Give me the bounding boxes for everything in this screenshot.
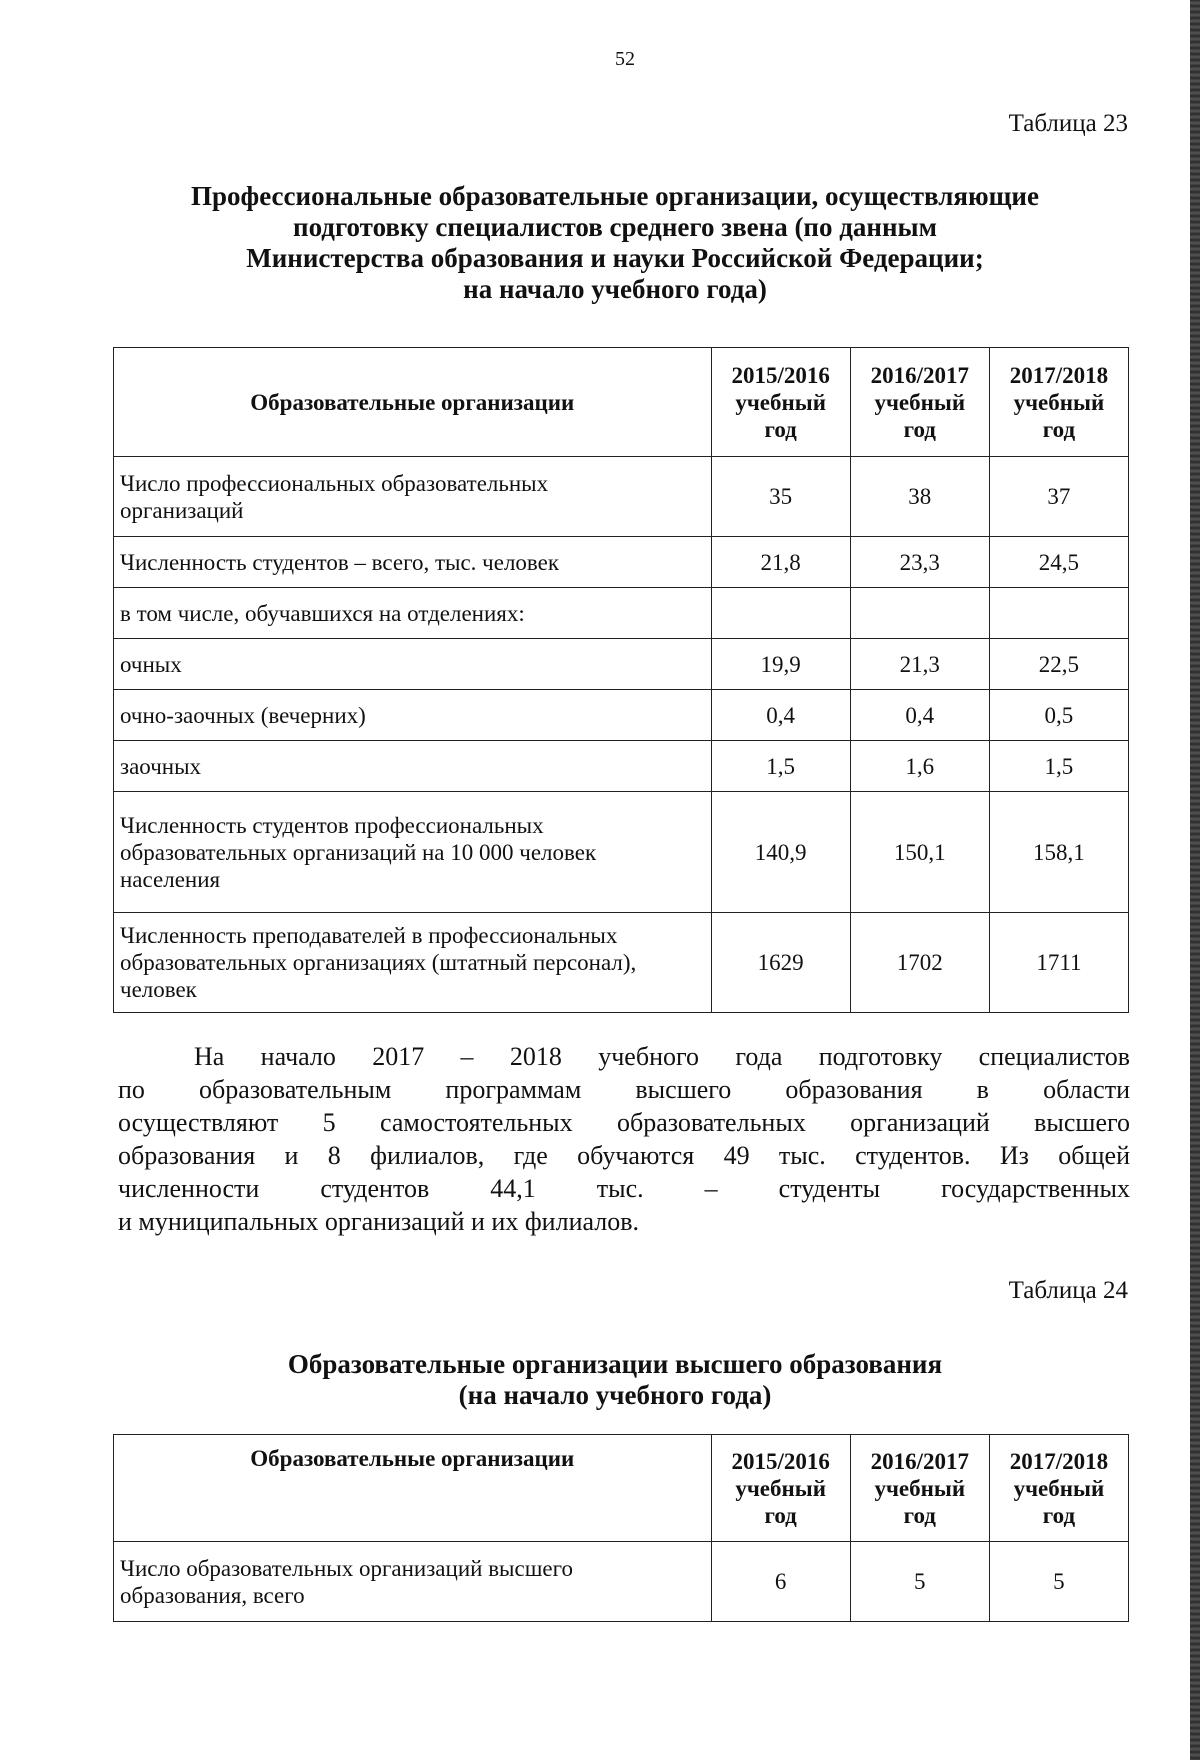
scan-edge — [1190, 0, 1200, 1760]
table-row — [114, 792, 1129, 913]
cell-value: 23,3 — [850, 537, 989, 588]
table-24-label: Таблица 24 — [1008, 1277, 1128, 1304]
cell-value: 150,1 — [850, 792, 989, 913]
cell-value: 1629 — [711, 913, 850, 1013]
cell-value: 140,9 — [711, 792, 850, 913]
cell-value: 0,5 — [989, 690, 1128, 741]
header-year: 2015/2016 учебный год — [711, 348, 850, 457]
cell-value: 158,1 — [989, 792, 1128, 913]
row-label: Число профессиональных образовательных организаций — [114, 457, 712, 537]
page-number: 52 — [615, 48, 635, 70]
cell-value — [850, 588, 989, 639]
table-header-row — [114, 1435, 1129, 1542]
cell-value: 0,4 — [850, 690, 989, 741]
cell-value: 5 — [989, 1542, 1128, 1622]
row-label: заочных — [114, 741, 712, 792]
table-row — [114, 741, 1129, 792]
header-year: 2016/2017 учебный год — [850, 348, 989, 457]
header-org: Образовательные организации — [114, 1435, 712, 1542]
cell-value: 0,4 — [711, 690, 850, 741]
table-23-title-line: на начало учебного года) — [463, 274, 767, 304]
cell-value: 1,5 — [711, 741, 850, 792]
cell-value: 5 — [850, 1542, 989, 1622]
paragraph-line: и муниципальных организаций и их филиалов. — [118, 1207, 640, 1236]
body-paragraph — [118, 1040, 1130, 1238]
cell-value: 21,3 — [850, 639, 989, 690]
table-24-title — [100, 1349, 1130, 1411]
header-year: 2017/2018 учебный год — [989, 1435, 1128, 1542]
table-row — [114, 537, 1129, 588]
header-year: 2015/2016 учебный год — [711, 1435, 850, 1542]
table-23-title-line: Профессиональные образовательные организации, осуществляющие — [191, 181, 1039, 211]
table-23 — [113, 347, 1129, 1013]
table-23-title-line: Министерства образования и науки Российской Федерации; — [246, 243, 984, 273]
cell-value: 1702 — [850, 913, 989, 1013]
cell-value: 1,5 — [989, 741, 1128, 792]
cell-value: 37 — [989, 457, 1128, 537]
header-year: 2017/2018 учебный год — [989, 348, 1128, 457]
table-23-title-line: подготовку специалистов среднего звена (по данным — [293, 212, 937, 242]
cell-value: 6 — [711, 1542, 850, 1622]
cell-value: 38 — [850, 457, 989, 537]
paragraph-line: образования и 8 филиалов, где обучаются 49 тыс. студентов. Из общей — [118, 1141, 1130, 1170]
cell-value — [989, 588, 1128, 639]
cell-value: 22,5 — [989, 639, 1128, 690]
row-label: Численность студентов профессиональных образовательных организаций на 10 000 человек населения — [114, 792, 712, 913]
cell-value: 21,8 — [711, 537, 850, 588]
paragraph-line: осуществляют 5 самостоятельных образовательных организаций высшего — [118, 1108, 1130, 1137]
row-label: в том числе, обучавшихся на отделениях: — [114, 588, 712, 639]
header-org: Образовательные организации — [114, 348, 712, 457]
cell-value: 1,6 — [850, 741, 989, 792]
paragraph-line: численности студентов 44,1 тыс. – студенты государственных — [118, 1174, 1130, 1203]
table-row — [114, 690, 1129, 741]
table-row — [114, 457, 1129, 537]
table-row — [114, 588, 1129, 639]
cell-value: 1711 — [989, 913, 1128, 1013]
row-label: Численность преподавателей в профессиональных образовательных организациях (штатный персонал), человек — [114, 913, 712, 1013]
paragraph-line: по образовательным программам высшего образования в области — [118, 1075, 1130, 1104]
row-label: Численность студентов – всего, тыс. человек — [114, 537, 712, 588]
row-label: Число образовательных организаций высшего образования, всего — [114, 1542, 712, 1622]
cell-value — [711, 588, 850, 639]
table-23-label: Таблица 23 — [1008, 110, 1128, 137]
row-label: очно-заочных (вечерних) — [114, 690, 712, 741]
cell-value: 35 — [711, 457, 850, 537]
table-row — [114, 639, 1129, 690]
table-24-title-line: (на начало учебного года) — [458, 1380, 772, 1410]
header-year: 2016/2017 учебный год — [850, 1435, 989, 1542]
table-24-title-line: Образовательные организации высшего образования — [287, 1349, 943, 1379]
table-row — [114, 1542, 1129, 1622]
table-23-title — [100, 181, 1130, 305]
paragraph-line: На начало 2017 – 2018 учебного года подготовку специалистов — [194, 1042, 1130, 1071]
table-row — [114, 913, 1129, 1013]
table-header-row — [114, 348, 1129, 457]
table-24 — [113, 1434, 1129, 1622]
cell-value: 19,9 — [711, 639, 850, 690]
row-label: очных — [114, 639, 712, 690]
cell-value: 24,5 — [989, 537, 1128, 588]
